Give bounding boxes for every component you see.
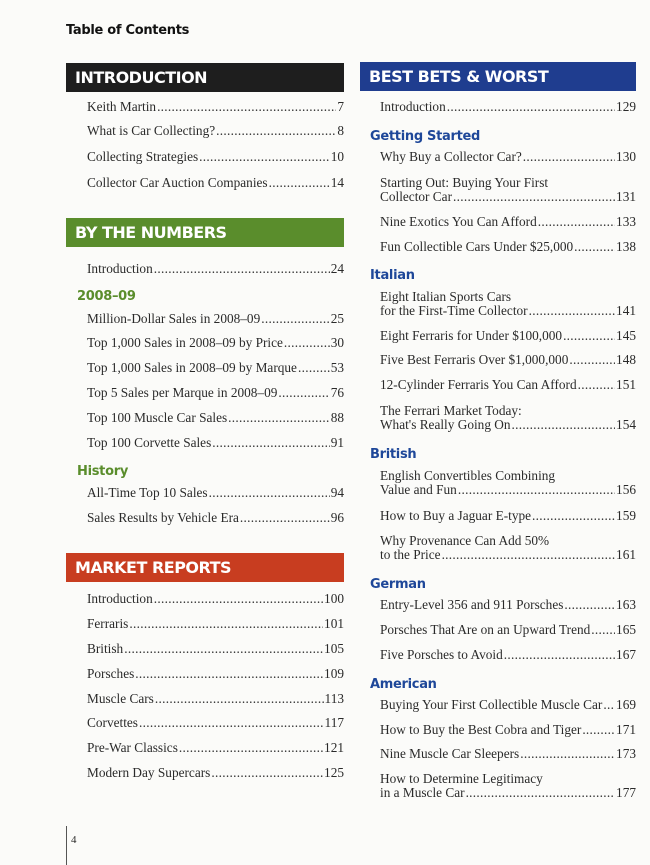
- toc-entry-title: Collector Car Auction Companies: [87, 175, 268, 190]
- toc-entry[interactable]: [380, 598, 636, 612]
- toc-entry-page: 130: [616, 149, 636, 164]
- toc-entry-title: Modern Day Supercars: [87, 765, 211, 780]
- toc-entry-title: Introduction: [380, 99, 446, 114]
- dot-leader: [199, 150, 330, 164]
- toc-entry-title: Value and Fun: [380, 482, 457, 497]
- dot-leader: [466, 786, 615, 800]
- folio-rule: [66, 826, 67, 865]
- toc-entry-page: 121: [324, 740, 344, 755]
- toc-entry-page: 145: [616, 328, 636, 343]
- toc-entry-title: Top 5 Sales per Marque in 2008–09: [87, 385, 278, 400]
- toc-entry-title: What's Really Going On: [380, 417, 511, 432]
- dot-leader: [212, 436, 329, 450]
- toc-entry[interactable]: [87, 386, 344, 400]
- dot-leader: [284, 336, 330, 350]
- dot-leader: [135, 667, 323, 681]
- toc-entry-page: 163: [616, 597, 636, 612]
- toc-entry[interactable]: [87, 486, 344, 500]
- toc-entry-title: Top 1,000 Sales in 2008–09 by Marque: [87, 360, 297, 375]
- dot-leader: [211, 766, 323, 780]
- toc-entry-title: Porsches That Are on an Upward Trend: [380, 622, 591, 637]
- toc-entry[interactable]: [87, 124, 344, 138]
- section-header: MARKET REPORTS: [66, 553, 344, 582]
- toc-entry[interactable]: [87, 692, 344, 706]
- dot-leader: [458, 483, 615, 497]
- toc-entry-page: 7: [337, 99, 344, 114]
- toc-entry[interactable]: [87, 766, 344, 780]
- toc-entry[interactable]: [380, 100, 636, 114]
- toc-entry-page: 138: [616, 239, 636, 254]
- toc-entry-page: 30: [330, 335, 344, 350]
- toc-entry-title: Corvettes: [87, 715, 138, 730]
- subsection-heading: German: [370, 577, 426, 592]
- toc-entry[interactable]: [87, 511, 344, 525]
- toc-entry-title: Top 100 Muscle Car Sales: [87, 410, 228, 425]
- toc-entry-page: 94: [330, 485, 344, 500]
- toc-entry-title: Collector Car: [380, 189, 453, 204]
- toc-entry-page: 141: [616, 303, 636, 318]
- toc-entry-title: Collecting Strategies: [87, 149, 199, 164]
- dot-leader: [269, 176, 330, 190]
- toc-entry-page: 156: [616, 482, 636, 497]
- section-header: BEST BETS & WORST: [360, 62, 636, 91]
- subsection-heading: Getting Started: [370, 129, 481, 144]
- toc-entry-title: Why Provenance Can Add 50%: [380, 533, 550, 548]
- toc-entry-title: How to Determine Legitimacy: [380, 771, 543, 786]
- dot-leader: [124, 642, 323, 656]
- toc-entry[interactable]: [87, 667, 344, 681]
- toc-entry[interactable]: [380, 723, 636, 737]
- dot-leader: [155, 692, 324, 706]
- toc-entry-title: All-Time Top 10 Sales: [87, 485, 208, 500]
- toc-entry[interactable]: [87, 411, 344, 425]
- toc-entry-title: Eight Italian Sports Cars: [380, 289, 512, 304]
- toc-entry-page: 101: [324, 616, 344, 631]
- dot-leader: [453, 190, 615, 204]
- dot-leader: [582, 723, 615, 737]
- toc-entry-title: Sales Results by Vehicle Era: [87, 510, 239, 525]
- toc-entry-page: 131: [616, 189, 636, 204]
- toc-entry-page: 171: [616, 722, 636, 737]
- toc-entry-title: Introduction: [87, 591, 153, 606]
- toc-entry[interactable]: [87, 436, 344, 450]
- toc-entry[interactable]: [380, 378, 636, 392]
- dot-leader: [563, 329, 615, 343]
- toc-entry[interactable]: [87, 150, 344, 164]
- toc-entry-title: Keith Martin: [87, 99, 157, 114]
- dot-leader: [523, 150, 615, 164]
- toc-entry-page: 14: [330, 175, 344, 190]
- subsection-heading: British: [370, 447, 417, 462]
- toc-entry-page: 161: [616, 547, 636, 562]
- toc-entry[interactable]: [380, 648, 636, 662]
- toc-entry[interactable]: [87, 617, 344, 631]
- toc-entry-title: Starting Out: Buying Your First: [380, 175, 549, 190]
- toc-entry-page: 76: [330, 385, 344, 400]
- toc-entry[interactable]: [380, 176, 636, 204]
- toc-entry-title: Million-Dollar Sales in 2008–09: [87, 311, 261, 326]
- toc-entry-title: Top 1,000 Sales in 2008–09 by Price: [87, 335, 283, 350]
- toc-entry-page: 105: [324, 641, 344, 656]
- toc-entry[interactable]: [380, 150, 636, 164]
- toc-entry-title: How to Buy the Best Cobra and Tiger: [380, 722, 582, 737]
- toc-entry-title: Porsches: [87, 666, 135, 681]
- toc-entry[interactable]: [380, 290, 636, 318]
- subsection-heading: Italian: [370, 268, 415, 283]
- toc-entry[interactable]: [87, 361, 344, 375]
- toc-entry-page: 96: [330, 510, 344, 525]
- toc-entry-page: 24: [330, 261, 344, 276]
- toc-entry[interactable]: [87, 100, 344, 114]
- dot-leader: [154, 262, 330, 276]
- toc-entry-page: 113: [324, 691, 344, 706]
- section-header: INTRODUCTION: [66, 63, 344, 92]
- toc-entry[interactable]: [87, 312, 344, 326]
- section-header: BY THE NUMBERS: [66, 218, 344, 247]
- dot-leader: [538, 215, 615, 229]
- dot-leader: [569, 353, 615, 367]
- dot-leader: [532, 509, 615, 523]
- dot-leader: [240, 511, 330, 525]
- toc-entry-page: 117: [324, 715, 344, 730]
- dot-leader: [512, 418, 616, 432]
- toc-entry-title: Introduction: [87, 261, 153, 276]
- toc-entry-page: 173: [616, 746, 636, 761]
- toc-entry-title: Ferraris: [87, 616, 129, 631]
- toc-entry-title: Buying Your First Collectible Muscle Car: [380, 697, 603, 712]
- toc-entry-page: 154: [616, 417, 636, 432]
- toc-entry-page: 10: [330, 149, 344, 164]
- toc-entry[interactable]: [380, 698, 636, 712]
- dot-leader: [578, 378, 615, 392]
- dot-leader: [529, 304, 615, 318]
- dot-leader: [228, 411, 330, 425]
- toc-entry-title: for the First-Time Collector: [380, 303, 528, 318]
- toc-entry-title: How to Buy a Jaguar E-type: [380, 508, 532, 523]
- dot-leader: [504, 648, 615, 662]
- toc-entry-page: 8: [337, 123, 344, 138]
- toc-entry[interactable]: [380, 747, 636, 761]
- subsection-heading: History: [77, 464, 129, 479]
- toc-entry-title: Pre-War Classics: [87, 740, 178, 755]
- toc-entry-page: 148: [616, 352, 636, 367]
- toc-entry-title: Top 100 Corvette Sales: [87, 435, 212, 450]
- toc-entry-page: 151: [616, 377, 636, 392]
- dot-leader: [157, 100, 336, 114]
- toc-entry-title: What is Car Collecting?: [87, 123, 216, 138]
- toc-entry[interactable]: [380, 404, 636, 432]
- toc-entry[interactable]: [87, 262, 344, 276]
- dot-leader: [209, 486, 330, 500]
- dot-leader: [603, 698, 615, 712]
- toc-entry[interactable]: [380, 509, 636, 523]
- toc-entry-page: 165: [616, 622, 636, 637]
- dot-leader: [139, 716, 324, 730]
- dot-leader: [129, 617, 323, 631]
- toc-entry-title: Entry-Level 356 and 911 Porsches: [380, 597, 564, 612]
- toc-entry-page: 100: [324, 591, 344, 606]
- toc-entry[interactable]: [380, 534, 636, 562]
- toc-entry-page: 88: [330, 410, 344, 425]
- toc-entry-title: Five Porsches to Avoid: [380, 647, 503, 662]
- toc-entry[interactable]: [87, 716, 344, 730]
- toc-entry-page: 125: [324, 765, 344, 780]
- toc-entry-page: 167: [616, 647, 636, 662]
- toc-entry[interactable]: [380, 353, 636, 367]
- dot-leader: [261, 312, 329, 326]
- toc-entry-title: British: [87, 641, 124, 656]
- subsection-heading: American: [370, 677, 437, 692]
- dot-leader: [564, 598, 615, 612]
- toc-entry[interactable]: [380, 215, 636, 229]
- toc-entry-page: 53: [330, 360, 344, 375]
- toc-entry-title: Eight Ferraris for Under $100,000: [380, 328, 563, 343]
- dot-leader: [216, 124, 336, 138]
- dot-leader: [179, 741, 323, 755]
- toc-entry[interactable]: [380, 329, 636, 343]
- toc-entry-page: 109: [324, 666, 344, 681]
- toc-entry-title: Muscle Cars: [87, 691, 154, 706]
- toc-entry-title: to the Price: [380, 547, 441, 562]
- toc-entry[interactable]: [87, 741, 344, 755]
- dot-leader: [520, 747, 615, 761]
- toc-entry-title: in a Muscle Car: [380, 785, 465, 800]
- toc-entry[interactable]: [87, 592, 344, 606]
- toc-entry-title: Nine Muscle Car Sleepers: [380, 746, 520, 761]
- dot-leader: [278, 386, 329, 400]
- dot-leader: [298, 361, 330, 375]
- page-number: 4: [71, 834, 77, 846]
- toc-entry-page: 133: [616, 214, 636, 229]
- toc-entry-title: The Ferrari Market Today:: [380, 403, 522, 418]
- toc-entry-page: 159: [616, 508, 636, 523]
- toc-entry-title: Five Best Ferraris Over $1,000,000: [380, 352, 569, 367]
- toc-entry-title: 12-Cylinder Ferraris You Can Afford: [380, 377, 577, 392]
- toc-entry-title: Nine Exotics You Can Afford: [380, 214, 537, 229]
- toc-entry[interactable]: [380, 772, 636, 800]
- toc-entry-title: English Convertibles Combining: [380, 468, 556, 483]
- dot-leader: [442, 548, 615, 562]
- toc-entry-page: 91: [330, 435, 344, 450]
- toc-entry[interactable]: [87, 642, 344, 656]
- toc-entry-title: Why Buy a Collector Car?: [380, 149, 522, 164]
- toc-entry[interactable]: [87, 336, 344, 350]
- toc-entry[interactable]: [380, 623, 636, 637]
- toc-entry-page: 129: [616, 99, 636, 114]
- toc-entry-page: 177: [616, 785, 636, 800]
- page-title: Table of Contents: [66, 23, 190, 38]
- dot-leader: [591, 623, 615, 637]
- toc-entry-page: 169: [616, 697, 636, 712]
- dot-leader: [154, 592, 323, 606]
- dot-leader: [447, 100, 615, 114]
- toc-entry[interactable]: [380, 469, 636, 497]
- toc-entry-page: 25: [330, 311, 344, 326]
- dot-leader: [574, 240, 615, 254]
- toc-entry[interactable]: [380, 240, 636, 254]
- toc-entry-title: Fun Collectible Cars Under $25,000: [380, 239, 574, 254]
- toc-entry[interactable]: [87, 176, 344, 190]
- subsection-heading: 2008–09: [77, 289, 136, 304]
